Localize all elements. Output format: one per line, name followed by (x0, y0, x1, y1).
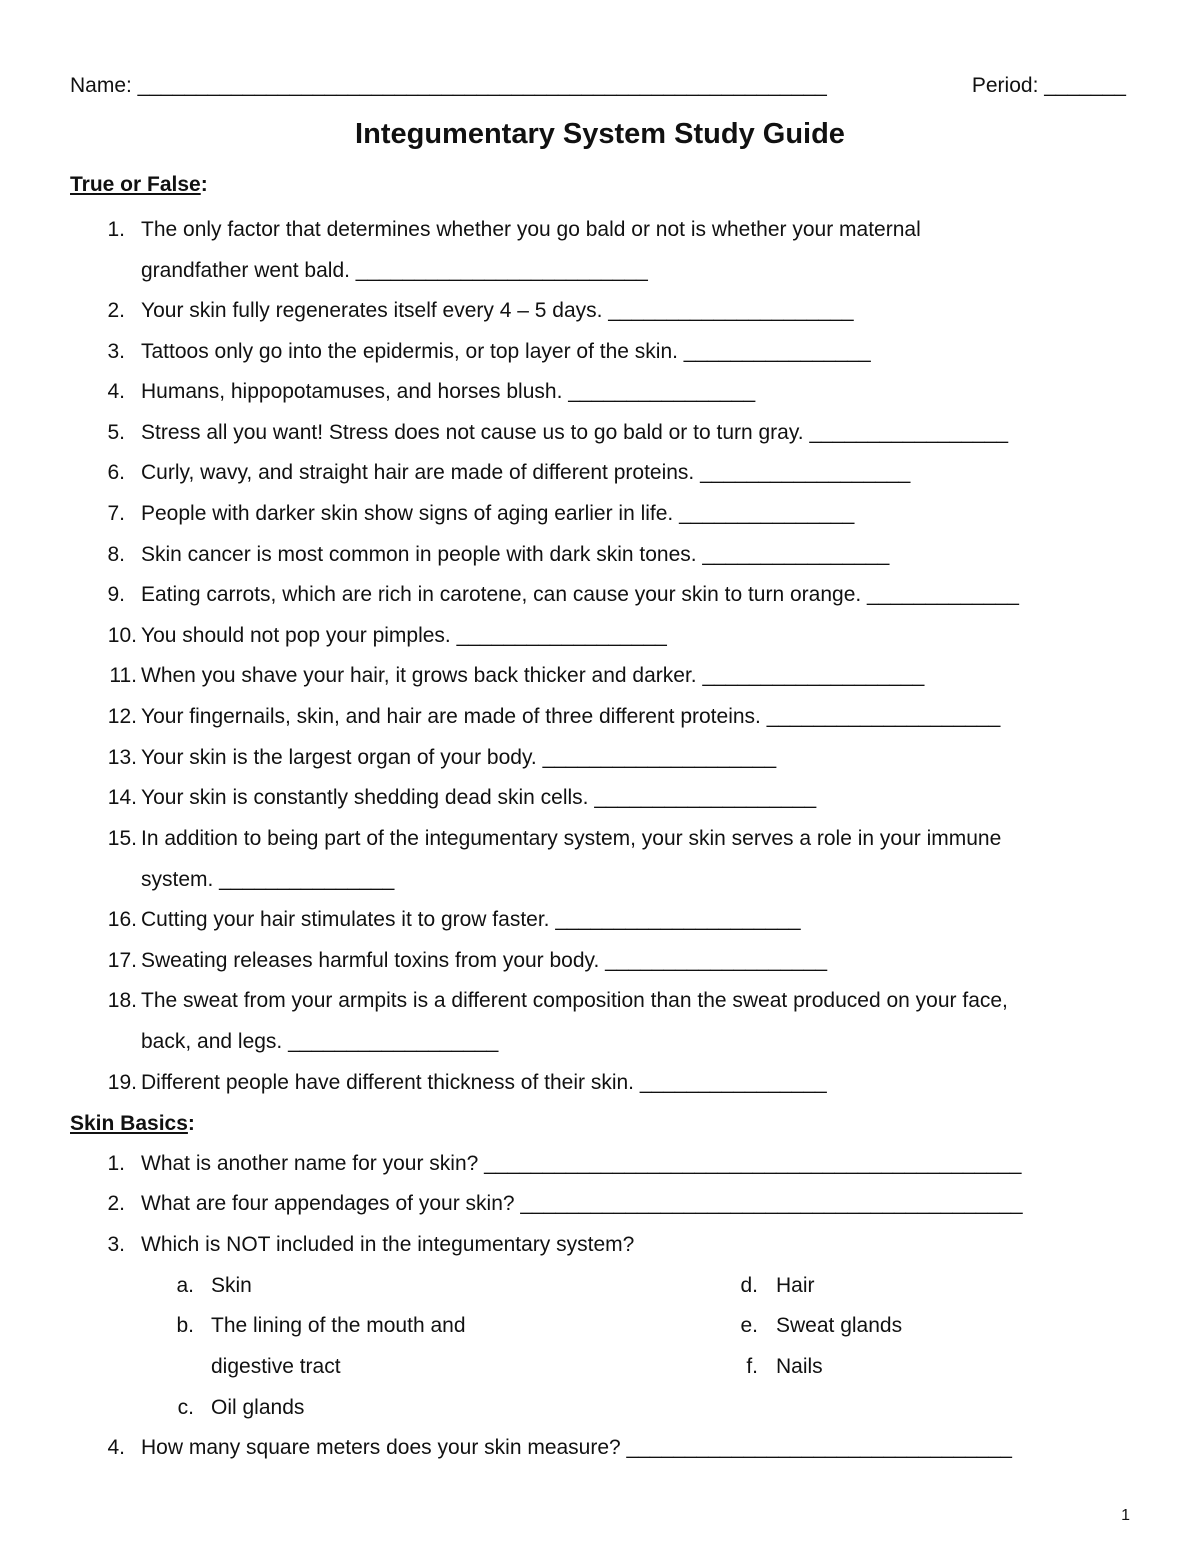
tf-item-8-text[interactable]: Skin cancer is most common in people with dark skin tones. ________________ (141, 543, 890, 566)
tf-item-5-number: 5. (107, 421, 125, 444)
tf-item-9-number: 9. (107, 583, 125, 606)
option-f-text[interactable]: Nails (776, 1355, 823, 1378)
tf-item-1-number: 1. (107, 218, 125, 241)
sb-q2-number: 2. (107, 1192, 125, 1215)
option-b-text[interactable]: The lining of the mouth and (211, 1314, 466, 1337)
tf-item-6-number: 6. (107, 461, 125, 484)
tf-item-10-number: 10. (107, 624, 137, 647)
tf-item-16-number: 16. (107, 908, 137, 931)
section-heading-skin-basics: Skin Basics: (70, 1112, 195, 1135)
period-field[interactable]: Period: _______ (971, 74, 1126, 97)
option-a-text[interactable]: Skin (211, 1274, 252, 1297)
tf-item-6-text[interactable]: Curly, wavy, and straight hair are made of different proteins. __________________ (141, 461, 911, 484)
sb-q4-number: 4. (107, 1436, 125, 1459)
option-e-letter: e. (740, 1314, 758, 1337)
tf-item-10-text[interactable]: You should not pop your pimples. __________________ (141, 624, 667, 647)
tf-item-19-number: 19. (107, 1071, 137, 1094)
option-e-text[interactable]: Sweat glands (776, 1314, 903, 1337)
tf-item-17-number: 17. (107, 949, 137, 972)
tf-item-4-number: 4. (107, 380, 125, 403)
tf-item-14-number: 14. (107, 786, 137, 809)
tf-item-7-text[interactable]: People with darker skin show signs of aging earlier in life. _______________ (141, 502, 855, 525)
sb-q3-number: 3. (107, 1233, 125, 1256)
tf-item-2-text[interactable]: Your skin fully regenerates itself every 4 – 5 days. _____________________ (141, 299, 854, 322)
option-f-letter: f. (746, 1355, 758, 1378)
tf-item-18-text: The sweat from your armpits is a different composition than the sweat produced on your face, (141, 989, 1008, 1012)
tf-item-19-text[interactable]: Different people have different thickness of their skin. ________________ (141, 1071, 827, 1094)
tf-item-8-number: 8. (107, 543, 125, 566)
option-b-letter: b. (176, 1314, 194, 1337)
section-heading-true-false: True or False: (70, 173, 208, 196)
sb-q1-text[interactable]: What is another name for your skin? ______________________________________________ (141, 1152, 1022, 1175)
option-d-text[interactable]: Hair (776, 1274, 815, 1297)
option-b-text-cont[interactable]: digestive tract (211, 1355, 341, 1378)
tf-item-17-text[interactable]: Sweating releases harmful toxins from your body. ___________________ (141, 949, 828, 972)
tf-item-15-text: In addition to being part of the integumentary system, your skin serves a role in your immune (141, 827, 1002, 850)
tf-item-15-text-cont[interactable]: system. _______________ (141, 868, 395, 891)
option-a-letter: a. (176, 1274, 194, 1297)
name-field[interactable]: Name: ___________________________________________________________ (70, 74, 827, 97)
tf-item-13-text[interactable]: Your skin is the largest organ of your body. ____________________ (141, 746, 777, 769)
tf-item-14-text[interactable]: Your skin is constantly shedding dead skin cells. ___________________ (141, 786, 817, 809)
option-c-text[interactable]: Oil glands (211, 1396, 305, 1419)
tf-item-18-text-cont[interactable]: back, and legs. __________________ (141, 1030, 499, 1053)
sb-q4-text[interactable]: How many square meters does your skin measure? _________________________________ (141, 1436, 1012, 1459)
sb-q3-text: Which is NOT included in the integumentary system? (141, 1233, 635, 1256)
tf-item-12-number: 12. (107, 705, 137, 728)
tf-item-5-text[interactable]: Stress all you want! Stress does not cause us to go bald or to turn gray. _________________ (141, 421, 1009, 444)
tf-item-2-number: 2. (107, 299, 125, 322)
tf-item-18-number: 18. (107, 989, 137, 1012)
tf-item-7-number: 7. (107, 502, 125, 525)
tf-item-11-text[interactable]: When you shave your hair, it grows back thicker and darker. ___________________ (141, 664, 925, 687)
true-false-heading-text: True or False (70, 173, 201, 196)
tf-item-12-text[interactable]: Your fingernails, skin, and hair are made of three different proteins. ____________________ (141, 705, 1001, 728)
tf-item-3-text[interactable]: Tattoos only go into the epidermis, or top layer of the skin. ________________ (141, 340, 871, 363)
option-d-letter: d. (740, 1274, 758, 1297)
sb-q1-number: 1. (107, 1152, 125, 1175)
sb-q2-text[interactable]: What are four appendages of your skin? ___________________________________________ (141, 1192, 1023, 1215)
tf-item-11-number: 11. (109, 664, 137, 687)
tf-item-15-number: 15. (107, 827, 137, 850)
skin-basics-heading-text: Skin Basics (70, 1112, 188, 1135)
tf-item-1-text: The only factor that determines whether you go bald or not is whether your maternal (141, 218, 921, 241)
tf-item-16-text[interactable]: Cutting your hair stimulates it to grow faster. _____________________ (141, 908, 801, 931)
tf-item-1-text-cont[interactable]: grandfather went bald. _________________________ (141, 259, 648, 282)
tf-item-9-text[interactable]: Eating carrots, which are rich in carotene, can cause your skin to turn orange. _____________ (141, 583, 1019, 606)
page-title: Integumentary System Study Guide (355, 118, 845, 150)
tf-item-4-text[interactable]: Humans, hippopotamuses, and horses blush. ________________ (141, 380, 756, 403)
tf-item-13-number: 13. (107, 746, 137, 769)
option-c-letter: c. (177, 1396, 194, 1419)
header-row (70, 73, 1126, 99)
tf-item-3-number: 3. (107, 340, 125, 363)
page-number: 1 (1121, 1507, 1130, 1524)
